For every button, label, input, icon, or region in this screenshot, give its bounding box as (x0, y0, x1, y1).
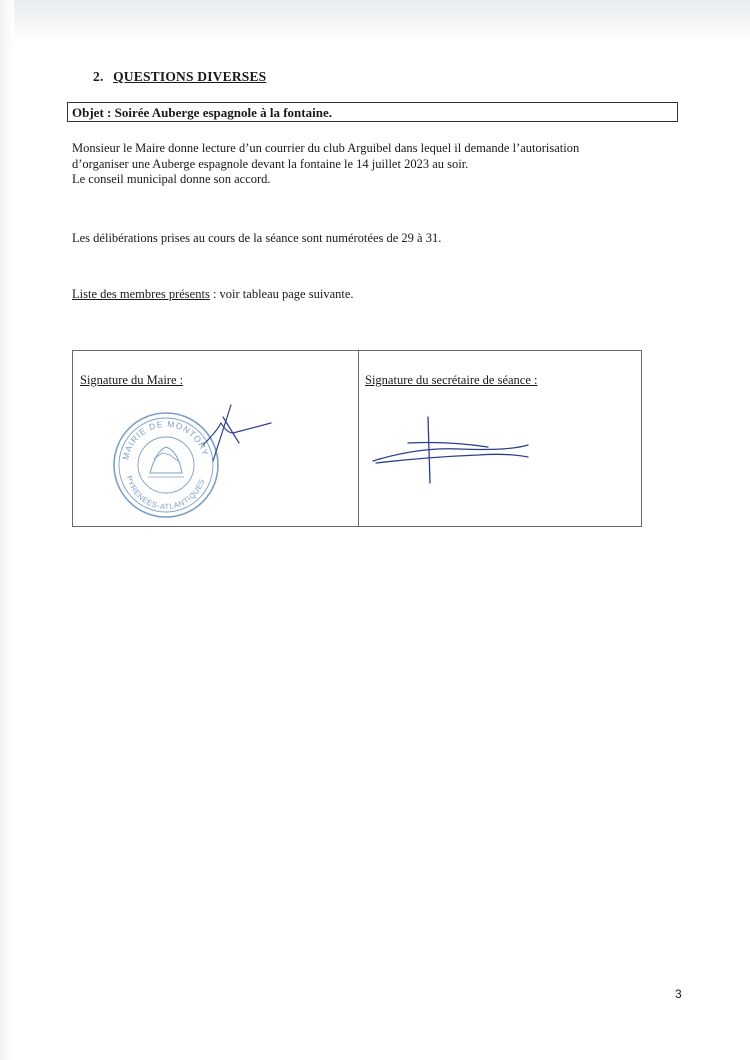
page-number: 3 (675, 987, 682, 1001)
secretary-signature (368, 413, 538, 487)
subject-box: Objet : Soirée Auberge espagnole à la fontaine. (67, 102, 678, 122)
stamp-text-bottom: PYRENEES-ATLANTIQUES (124, 474, 207, 512)
paragraph-line: Monsieur le Maire donne lecture d’un courrier du club Arguibel dans lequel il demande l’autorisation (72, 141, 580, 155)
paragraph-line: Le conseil municipal donne son accord. (72, 172, 271, 186)
mayor-signature-label: Signature du Maire : (80, 373, 184, 387)
scan-left-edge (0, 0, 14, 1060)
stamp-text-top: MAIRIE DE MONTORY (120, 418, 211, 461)
paragraph-members-list (72, 287, 682, 303)
signature-table-divider (358, 351, 359, 526)
members-list-link: Liste des membres présents (72, 287, 210, 301)
members-list-rest: : voir tableau page suivante. (209, 287, 354, 301)
paragraph-club-request (72, 141, 682, 188)
secretary-signature-label: Signature du secrétaire de séance : (365, 373, 538, 387)
mayor-signature (193, 403, 273, 463)
signature-table (72, 350, 642, 527)
scan-top-shading (0, 0, 750, 42)
paragraph-deliberations: Les délibérations prises au cours de la séance sont numérotées de 29 à 31. (72, 231, 442, 245)
section-heading (93, 69, 266, 85)
section-title: QUESTIONS DIVERSES (113, 69, 267, 84)
section-number: 2. (93, 69, 104, 84)
paragraph-line: d’organiser une Auberge espagnole devant la fontaine le 14 juillet 2023 au soir. (72, 156, 469, 171)
